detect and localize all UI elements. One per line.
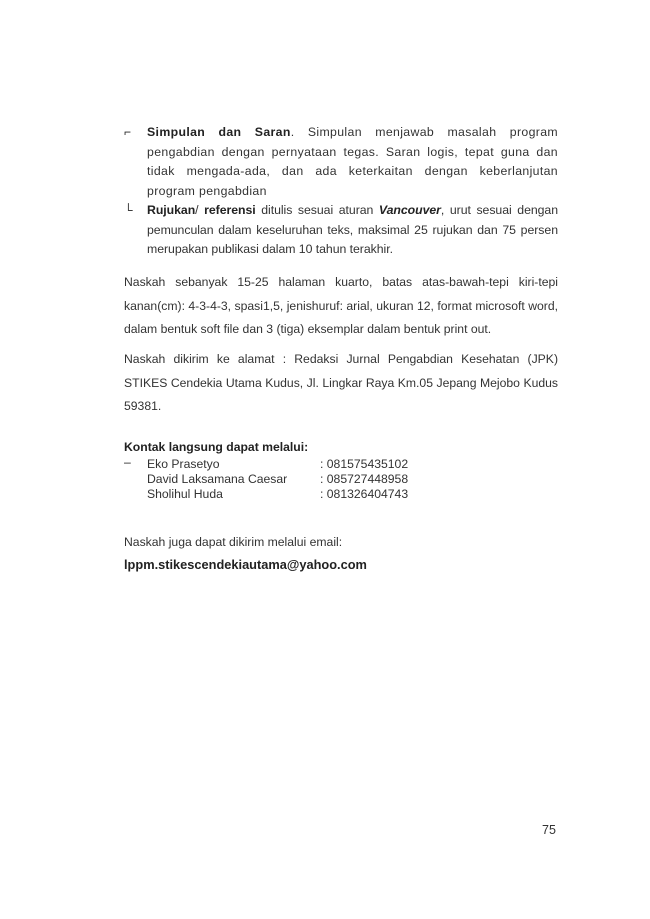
contact-phone: : 085727448958 [320, 472, 409, 486]
bullet-simpulan-saran [124, 123, 558, 201]
bullet-rujukan [124, 201, 558, 260]
bullet-emphasis: Vancouver [378, 203, 441, 217]
bullet-marker: └ [124, 203, 133, 217]
address-paragraph: Naskah dikirim ke alamat : Redaksi Jurnal Pengabdian Kesehatan (JPK) STIKES Cendekia Utama Kudus, Jl. Lingkar Raya Km.05 Jepang Mejobo Kudus 59381. [124, 352, 558, 413]
page-number: 75 [542, 823, 556, 837]
format-paragraph: Naskah sebanyak 15-25 halaman kuarto, batas atas-bawah-tepi kiri-tepi kanan(cm): 4-3-4-3, spasi1,5, jenishuruf: arial, ukuran 12, format microsoft word, dalam bentuk soft file dan 3 (tiga) eksemplar dalam bentuk print out. [124, 275, 558, 336]
contact-heading: Kontak langsung dapat melalui: [124, 440, 309, 454]
bullet-text [147, 201, 558, 260]
email-intro: Naskah juga dapat dikirim melalui email: [124, 535, 343, 549]
bullet-heading: Rujukan [147, 203, 196, 217]
bullet-text [147, 123, 558, 201]
list-marker: – [124, 455, 131, 469]
bullet-body-start: ditulis sesuai aturan [255, 203, 379, 217]
bullet-heading: Simpulan dan Saran [147, 125, 291, 139]
bullet-separator: / [195, 203, 205, 217]
contact-phone: : 081575435102 [320, 457, 409, 471]
contact-name: Sholihul Huda [147, 487, 223, 501]
bullet-body-end: , urut sesuai dengan pemunculan dalam keseluruhan teks, maksimal 25 rujukan dan 75 persen merupakan publikasi dalam 10 tahun terakhir. [147, 203, 559, 256]
bullet-body: . Simpulan menjawab masalah program pengabdian dengan pernyataan tegas. Saran logis, tepat guna dan tidak mengada-ada, dan ada keterkaitan dengan keberlanjutan program pengabdian [147, 125, 558, 198]
contact-phone: : 081326404743 [320, 487, 409, 501]
contact-name: Eko Prasetyo [147, 457, 220, 471]
bullet-marker: ⌐ [124, 125, 132, 139]
bullet-heading-secondary: referensi [204, 203, 256, 217]
contact-name: David Laksamana Caesar [147, 472, 288, 486]
email-address: lppm.stikescendekiautama@yahoo.com [124, 557, 367, 572]
